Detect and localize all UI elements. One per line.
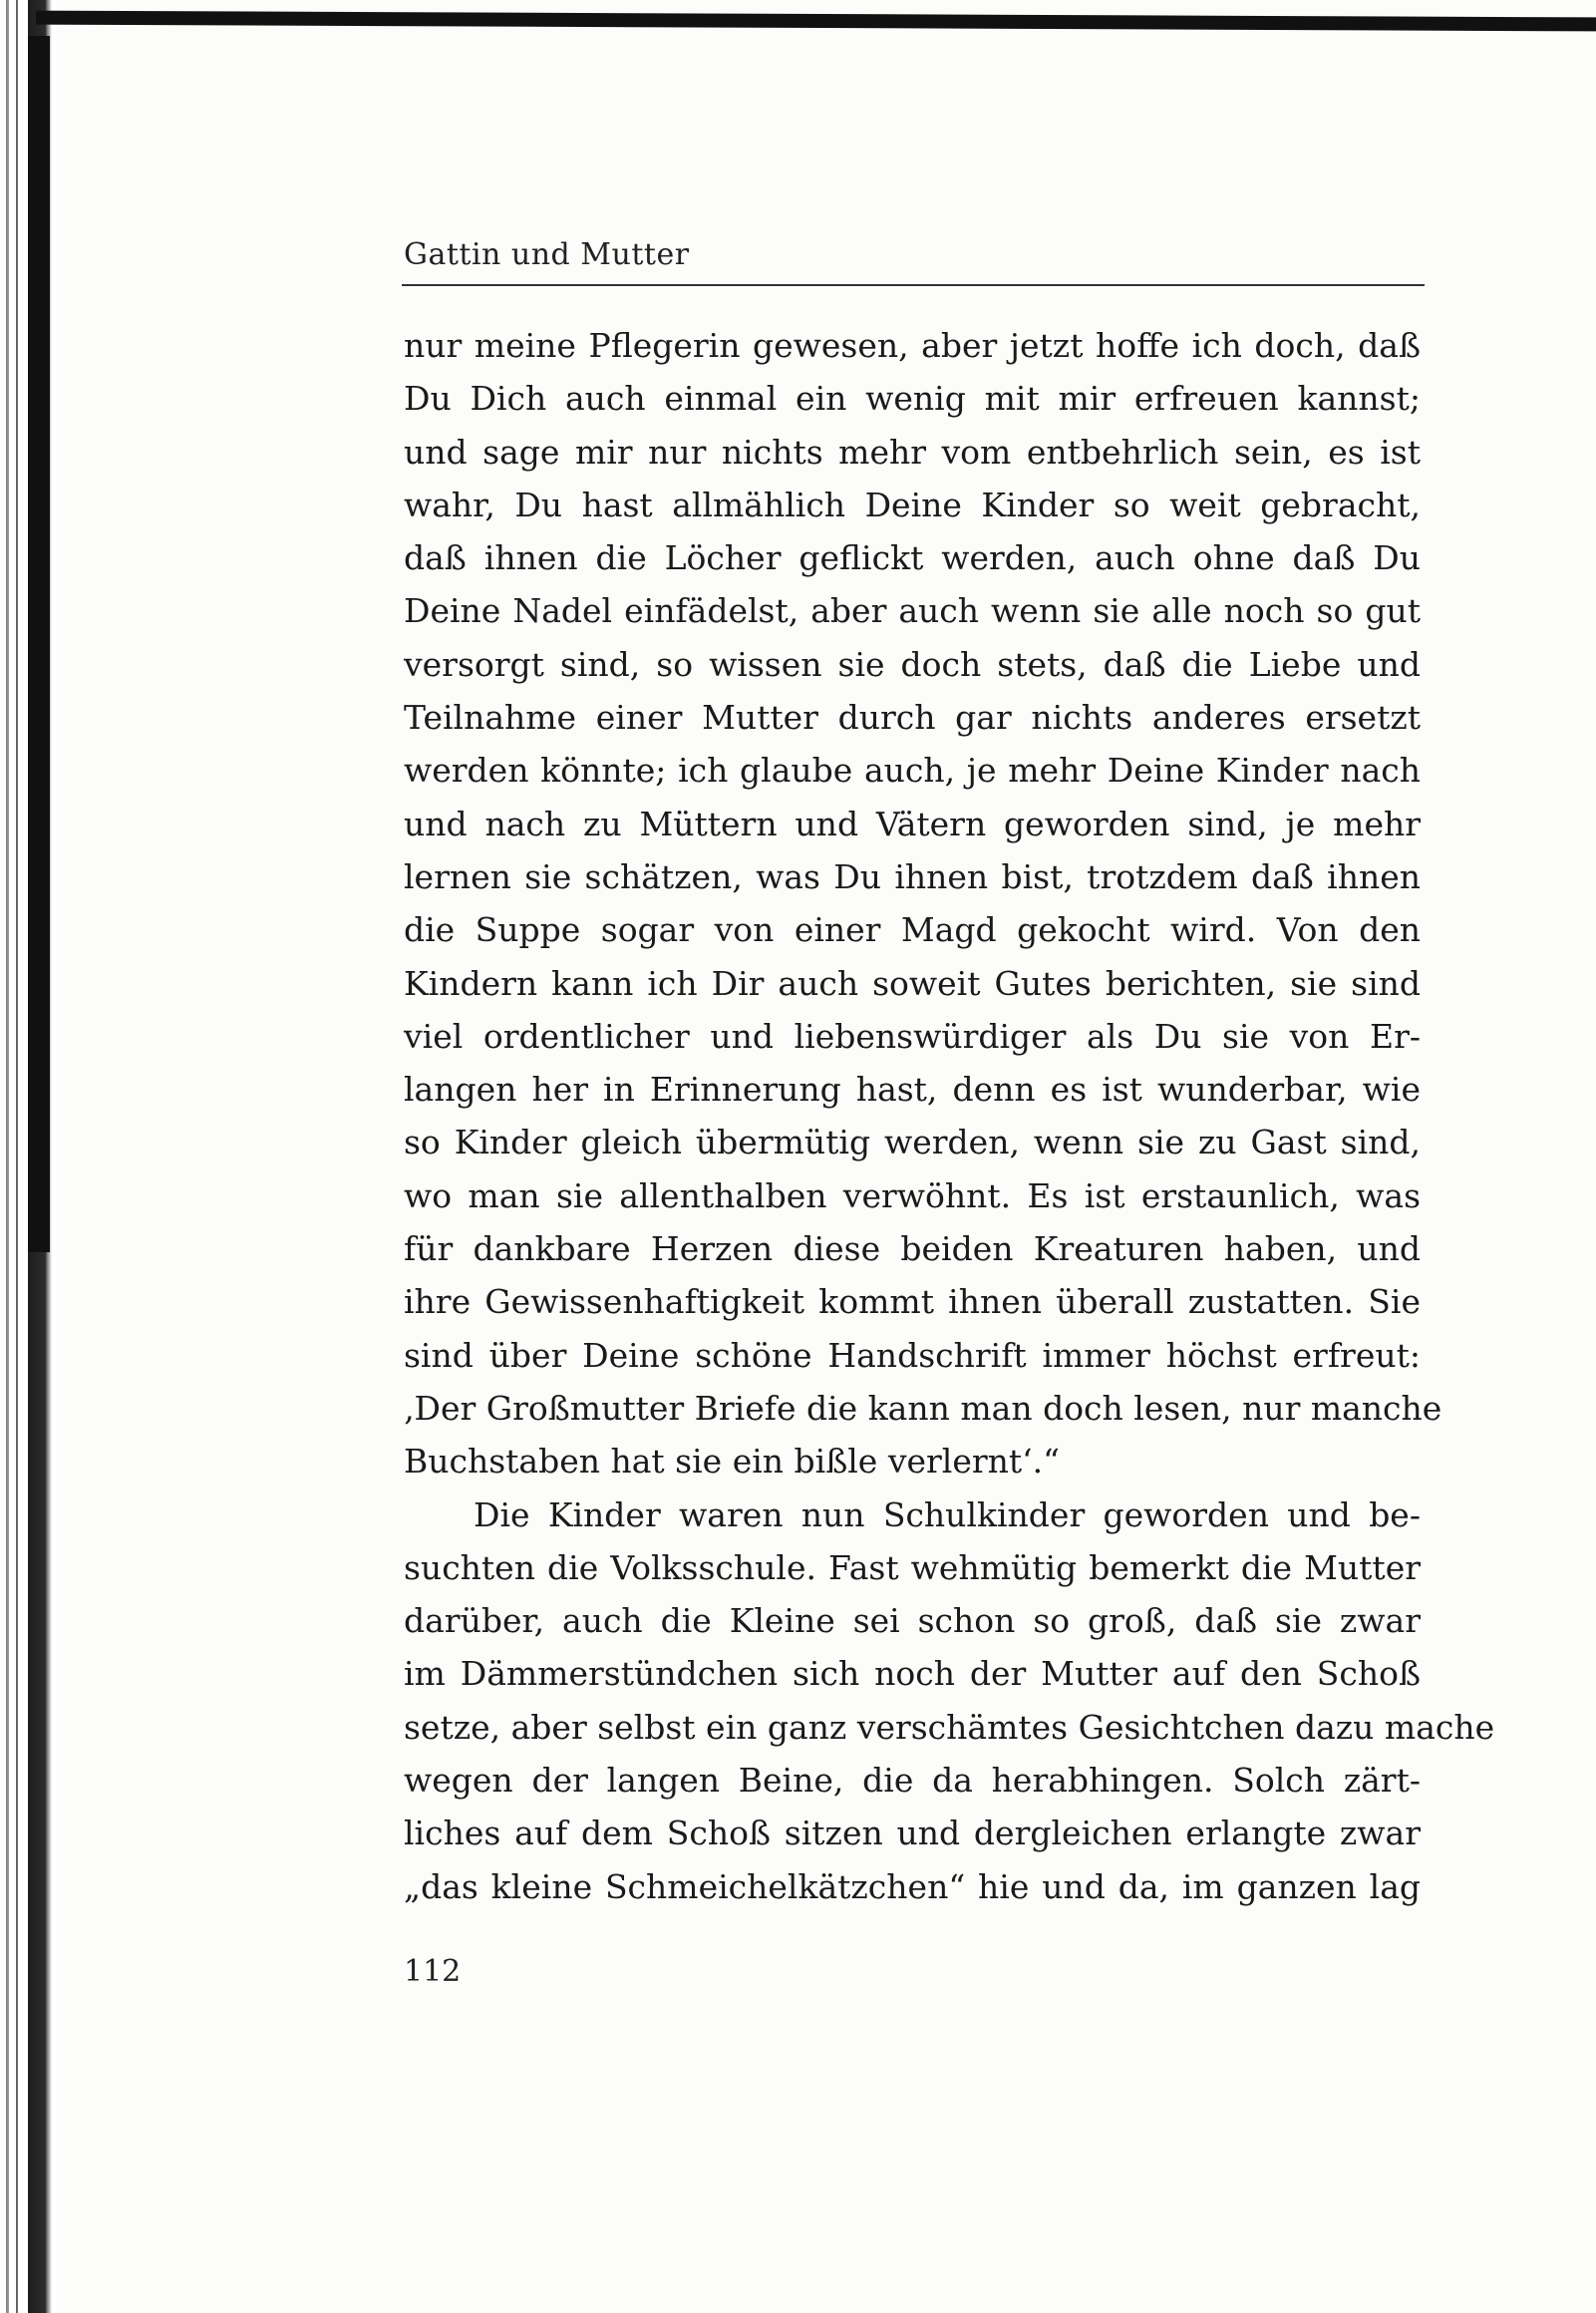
text-line: versorgt sind, so wissen sie doch stets, daß die Liebe und	[404, 644, 1421, 684]
text-line: im Dämmerstündchen sich noch der Mutter auf den Schoß	[404, 1654, 1421, 1694]
text-line: ihre Gewissenhaftigkeit kommt ihnen überall zustatten. Sie	[404, 1282, 1421, 1322]
text-line: viel ordentlicher und liebenswürdiger als Du sie von Er-	[404, 1016, 1421, 1056]
text-line: Du Dich auch einmal ein wenig mit mir erfreuen kannst;	[404, 379, 1421, 419]
text-line: sind über Deine schöne Handschrift immer höchst erfreut:	[404, 1335, 1421, 1375]
text-line: wegen der langen Beine, die da herabhingen. Solch zärt-	[404, 1761, 1421, 1801]
page-number: 112	[404, 1954, 462, 1989]
text-line: für dankbare Herzen diese beiden Kreaturen haben, und	[404, 1229, 1421, 1269]
text-line: darüber, auch die Kleine sei schon so groß, daß sie zwar	[404, 1601, 1421, 1641]
top-page-edge	[36, 11, 1596, 32]
text-line: langen her in Erinnerung hast, denn es ist wunderbar, wie	[404, 1070, 1421, 1110]
text-line: wo man sie allenthalben verwöhnt. Es ist erstaunlich, was	[404, 1175, 1421, 1215]
text-line: so Kinder gleich übermütig werden, wenn sie zu Gast sind,	[404, 1123, 1421, 1162]
text-line: „das kleine Schmeichelkätzchen“ hie und da, im ganzen lag	[404, 1866, 1421, 1906]
text-line: nur meine Pflegerin gewesen, aber jetzt hoffe ich doch, daß	[404, 326, 1421, 365]
text-line: Deine Nadel einfädelst, aber auch wenn sie alle noch so gut	[404, 591, 1421, 631]
header-rule	[402, 284, 1425, 286]
text-line: lernen sie schätzen, was Du ihnen bist, trotzdem daß ihnen	[404, 856, 1421, 896]
text-line: Kindern kann ich Dir auch soweit Gutes berichten, sie sind	[404, 963, 1421, 1003]
text-line: ‚Der Großmutter Briefe die kann man doch lesen, nur manche	[404, 1388, 1442, 1428]
text-line: und nach zu Müttern und Vätern geworden sind, je mehr	[404, 804, 1421, 843]
spine-shadow	[28, 36, 50, 1252]
text-line: die Suppe sogar von einer Magd gekocht wird. Von den	[404, 910, 1421, 950]
text-line: Die Kinder waren nun Schulkinder geworden und be-	[474, 1494, 1421, 1534]
text-line: liches auf dem Schoß sitzen und dergleichen erlangte zwar	[404, 1814, 1421, 1853]
text-line: Buchstaben hat sie ein bißle verlernt‘.“	[404, 1442, 1060, 1482]
text-line: suchten die Volksschule. Fast wehmütig bemerkt die Mutter	[404, 1547, 1421, 1587]
text-line: wahr, Du hast allmählich Deine Kinder so weit gebracht,	[404, 485, 1421, 524]
text-line: und sage mir nur nichts mehr vom entbehrlich sein, es ist	[404, 432, 1421, 472]
running-head: Gattin und Mutter	[404, 237, 690, 272]
text-line: daß ihnen die Löcher geflickt werden, auch ohne daß Du	[404, 538, 1421, 578]
text-line: setze, aber selbst ein ganz verschämtes Gesichtchen dazu mache	[404, 1707, 1495, 1747]
text-line: werden könnte; ich glaube auch, je mehr Deine Kinder nach	[404, 751, 1421, 791]
body-text	[404, 319, 1495, 1913]
text-line: Teilnahme einer Mutter durch gar nichts anderes ersetzt	[404, 698, 1421, 738]
